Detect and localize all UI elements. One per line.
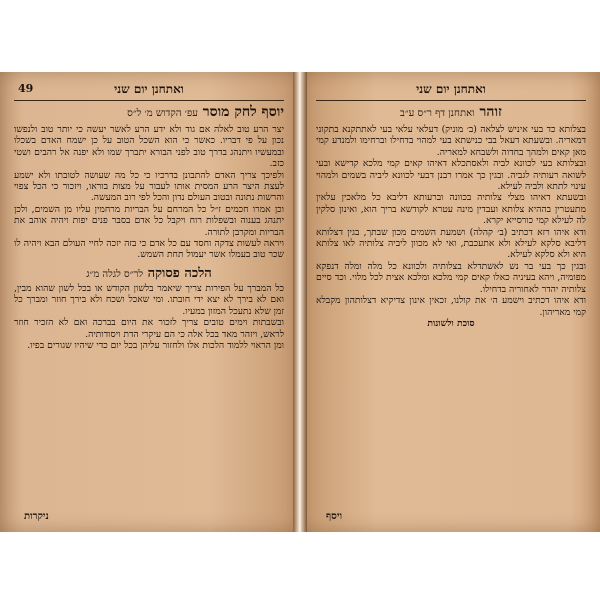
left-title-note: עפ׳ הקדוש מ׳ ל״ס bbox=[127, 108, 198, 119]
right-title bbox=[316, 104, 586, 121]
book-spine bbox=[293, 72, 307, 532]
right-title-text: זוהר bbox=[479, 104, 502, 120]
left-paragraph: ולפיכך צריך האדם להתבונן בדרכיו כי כל מה שעושה לטובתו ולא ישמע לעצת היצר הרע המסית אותו לעבור על מצות בוראו, ויזכור כי הכל צפוי והרשות נתונה ובטוב העולם נדון והכל לפי רוב המעשה. bbox=[14, 169, 284, 204]
left-page bbox=[0, 72, 298, 532]
right-body bbox=[316, 124, 586, 329]
left-paragraph: יצר הרע טוב לאלה אם גוד ולא ידע הרע לאשר יעשה כי יותר טוב ולנפשו נכון על פי דבריו. כאשר כי הוא השכל הטוב על כן ישמח האדם בשכלו ובמעשיו ויתנהג בדרך טוב לפני הבורא יתברך שמו ולא יפנה אל רהבים ושטי כזב. bbox=[14, 124, 284, 170]
left-body bbox=[14, 124, 284, 261]
right-paragraph: בצלותא כד בעי איניש לצלאה (ב׳ מוניק) דעלאי עלאי בעי לאתתקנא בתקוני דמאריה. ובשעתא דעאל בבי כנישתא בעי למהוי בדחילו וברחימו ולמנדע קמי מאן קאים ולמהך בחדוה ולשבחא למאריה. bbox=[316, 124, 586, 158]
left-paragraph: וכן אמרו חכמים ז״ל כל המרחם על הבריות מרחמין עליו מן השמים, ולכן יתנהג בענוה ובשפלות רוח ויקבל כל אדם בסבר פנים יפות ויהיה אוהב את הבריות ומקרבן לתורה. bbox=[14, 203, 284, 238]
right-page-content bbox=[316, 82, 586, 522]
left-page-number: 49 bbox=[18, 82, 34, 95]
right-end-note: סוכת ולשונות bbox=[427, 317, 475, 329]
right-running-head-text: ואתחנן יום שני bbox=[416, 82, 486, 96]
right-paragraph: ודא איהו רזא דכתיב (ב׳ קהלה) ושמעת השמים מכון שבתך, בגין דצלותא דליבא סלקא לעילא ולא אתעכבת, ואי לא מכוון ליביה צלותיה לאו צלותא היא ולא סלקא לעילא. bbox=[316, 226, 586, 261]
left-title-text: יוסף לחק מוסר bbox=[202, 104, 284, 120]
right-page bbox=[302, 72, 600, 532]
left-title bbox=[14, 104, 284, 121]
right-title-note: ואתחנן דף ר״ס ע״ב bbox=[400, 108, 475, 119]
right-header-rule bbox=[316, 100, 586, 101]
left-section-note: לר״ס לגלה מ״ג bbox=[86, 268, 144, 280]
left-running-head-text: ואתחנן יום שני bbox=[114, 82, 184, 96]
open-book bbox=[0, 72, 600, 532]
right-paragraph: ודא איהו דכתיב וישמע ה׳ את קולנו, זכאין אינון צדיקיא דצלותהון מקבלא קמי מאריהון. bbox=[316, 295, 586, 318]
left-section-body bbox=[14, 283, 284, 351]
left-paragraph: ויראה לעשות צדקה וחסד עם כל אדם כי בזה יזכה לחיי העולם הבא ויהיה לו שכר טוב בעמלו אשר יעמול תחת השמש. bbox=[14, 238, 284, 261]
right-catchword: ויסף bbox=[326, 511, 343, 522]
left-catchword: ניקרות bbox=[24, 511, 49, 522]
left-section-heading bbox=[14, 265, 284, 281]
left-header-rule bbox=[14, 100, 284, 101]
right-running-head bbox=[316, 82, 586, 98]
right-paragraph: ובצלותא בעי לכוונא לביה ולאסתכלא דאיהו קאים קמי מלכא קדישא ובעי לשואה רעותיה לגביה. ובגין כך אמרו רבנן דבעי לכוונא ליביה בשמים ולמהוי עינוי לתתא ולביה לעילא. bbox=[316, 158, 586, 193]
left-section-paragraph: ומן הראוי ללמוד הלכות אלו ולחזור עליהן בכל יום כדי שיהיו שגורים בפיו. bbox=[27, 339, 284, 351]
right-paragraph: ובגין כך בעי בר נש לאשתדלא בצלותיה ולכוונא כל מלה ומלה דנפקא מפומיה, ויהא בעיניה כאלו קאים קמי מלכא ומלכא אצית לכל מלוי. וכד סיים צלותיה יהדר לאחוריה בדחילו. bbox=[316, 260, 586, 295]
left-section-paragraph: כל המברך על הפירות צריך שיאמר בלשון הקודש או בכל לשון שהוא מבין, ואם לא בירך לא יצא ידי חובתו. ומי שאכל ושכח ולא בירך חוזר ומברך כל זמן שלא נתעכל המזון במעיו. bbox=[14, 282, 284, 317]
left-page-content bbox=[14, 82, 284, 522]
left-section-heading-text: הלכה פסוקה bbox=[147, 265, 212, 281]
right-paragraph: ובשעתא דאיהו מצלי צלותיה בכוונה וברעותא דליבא כל מלאכין עלאין מתעטרין בההיא צלותא ועבדין מינה עטרא לקודשא בריך הוא, ואינון סלקין לה לעילא קמי כורסייא יקרא. bbox=[316, 192, 586, 227]
left-running-head bbox=[14, 82, 284, 98]
left-section-paragraph: ובשבתות וימים טובים צריך לזכור את היום בברכה ואם לא הזכיר חוזר לראש, ויזהר מאד בכל אלה כי הם עיקרי הדת ויסודותיה. bbox=[14, 317, 284, 340]
